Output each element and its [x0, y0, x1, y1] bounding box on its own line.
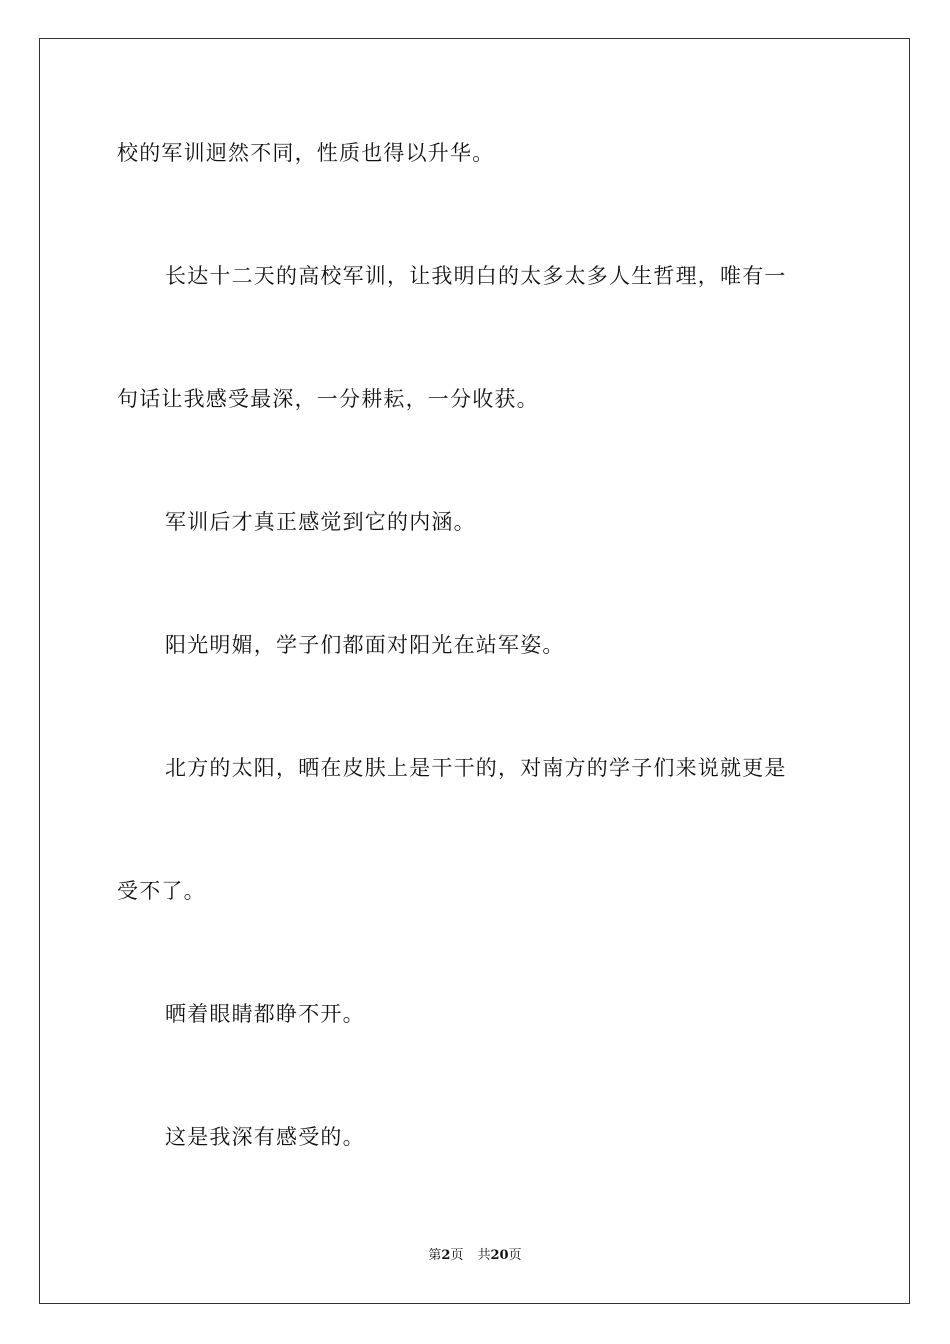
page-number: 2 — [441, 1248, 451, 1263]
paragraph-text-line: 北方的太阳，晒在皮肤上是干干的，对南方的学子们来说就更是 — [165, 756, 787, 780]
body-text-line: 校的军训迥然不同，性质也得以升华。 — [117, 141, 495, 165]
page-frame — [39, 38, 910, 1304]
paragraph-text-line: 这是我深有感受的。 — [165, 1125, 365, 1149]
total-suffix: 页 — [508, 1248, 522, 1263]
body-text-line: 句话让我感受最深，一分耕耘，一分收获。 — [117, 387, 539, 411]
body-text-line: 受不了。 — [117, 879, 206, 903]
paragraph-text-line: 阳光明媚，学子们都面对阳光在站军姿。 — [165, 633, 565, 657]
total-prefix: 共 — [477, 1248, 491, 1263]
paragraph-text-line: 晒着眼睛都睁不开。 — [165, 1002, 365, 1026]
paragraph-text-line: 长达十二天的高校军训，让我明白的太多太多人生哲理，唯有一 — [165, 264, 787, 288]
paragraph-text-line: 军训后才真正感觉到它的内涵。 — [165, 510, 476, 534]
total-pages: 20 — [490, 1248, 509, 1263]
page-prefix: 第 — [428, 1248, 442, 1263]
page-suffix: 页 — [450, 1248, 464, 1263]
page-footer — [0, 1247, 950, 1265]
